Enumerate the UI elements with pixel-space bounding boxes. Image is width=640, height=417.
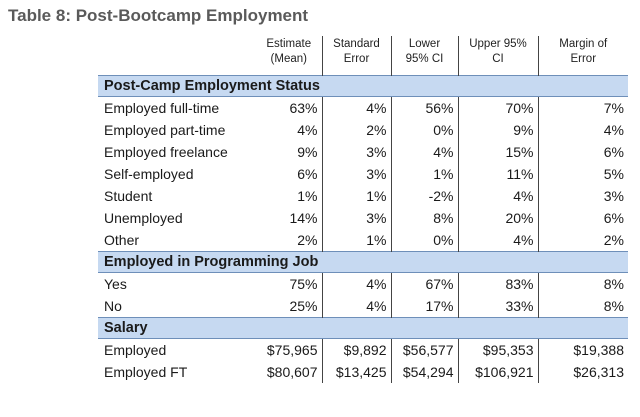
row-label: No xyxy=(104,298,122,314)
section-header-row xyxy=(98,76,628,97)
table-cell: 6% xyxy=(538,207,628,229)
table-cell: 5% xyxy=(538,163,628,185)
column-header-line2: CI xyxy=(492,53,504,65)
table-cell: 9% xyxy=(297,144,318,160)
column-header xyxy=(322,36,391,76)
table-row xyxy=(98,185,628,207)
table-cell: 7% xyxy=(538,97,628,120)
column-header-line2: (Mean) xyxy=(270,53,307,65)
row-label: Employed part-time xyxy=(104,122,226,138)
row-label: Student xyxy=(104,188,153,204)
table-cell: 8% xyxy=(538,295,628,318)
column-header xyxy=(256,36,322,76)
table-cell: 25% xyxy=(289,298,318,314)
table-cell: 4% xyxy=(322,97,391,120)
table-cell: 2% xyxy=(322,119,391,141)
table-cell: 3% xyxy=(322,163,391,185)
table-cell: 2% xyxy=(297,232,318,248)
column-header-line2: Error xyxy=(570,53,597,65)
table-cell: 33% xyxy=(458,295,538,318)
table-cell: 1% xyxy=(322,229,391,252)
row-label: Self-employed xyxy=(104,166,194,182)
row-label: Yes xyxy=(104,276,127,292)
column-header-line1: Upper 95% xyxy=(469,38,527,50)
row-label: Employed freelance xyxy=(104,144,228,160)
table-cell: 6% xyxy=(297,166,318,182)
table-body xyxy=(98,76,628,384)
table-cell: 75% xyxy=(289,276,318,292)
section-header-row xyxy=(98,318,628,339)
table-cell: 3% xyxy=(322,141,391,163)
header-row xyxy=(98,36,628,76)
table-row xyxy=(98,97,628,120)
section-heading: Post-Camp Employment Status xyxy=(98,76,628,97)
table-row xyxy=(98,295,628,318)
table-row xyxy=(98,119,628,141)
table-cell: $13,425 xyxy=(322,361,391,383)
row-label: Other xyxy=(104,232,140,248)
table-cell: $56,577 xyxy=(391,339,458,362)
table-row xyxy=(98,339,628,362)
table-cell: -2% xyxy=(391,185,458,207)
table-cell: 4% xyxy=(458,185,538,207)
table-cell: 63% xyxy=(289,100,318,116)
table-cell: 83% xyxy=(458,273,538,296)
table-cell: $75,965 xyxy=(266,342,318,358)
table-cell: 8% xyxy=(538,273,628,296)
table-cell: 3% xyxy=(322,207,391,229)
section-header-row xyxy=(98,252,628,273)
table-cell: 11% xyxy=(458,163,538,185)
column-header-line2: 95% CI xyxy=(405,53,444,65)
column-header-line2: Error xyxy=(343,53,370,65)
table-cell: 14% xyxy=(289,210,318,226)
column-header-line1: Margin of xyxy=(559,38,608,50)
column-header-line1: Lower xyxy=(408,38,441,50)
table-cell: 6% xyxy=(538,141,628,163)
table-cell: 56% xyxy=(391,97,458,120)
table-cell: $106,921 xyxy=(458,361,538,383)
table-cell: 4% xyxy=(538,119,628,141)
table-cell: 0% xyxy=(391,119,458,141)
table-row xyxy=(98,273,628,296)
table-cell: 67% xyxy=(391,273,458,296)
table-cell: 20% xyxy=(458,207,538,229)
table-cell: 9% xyxy=(458,119,538,141)
header-blank xyxy=(98,36,256,76)
table-row xyxy=(98,207,628,229)
table-cell: 8% xyxy=(391,207,458,229)
table-cell: 0% xyxy=(391,229,458,252)
table-row xyxy=(98,163,628,185)
table-cell: $19,388 xyxy=(538,339,628,362)
table-cell: $9,892 xyxy=(322,339,391,362)
row-label: Employed full-time xyxy=(104,100,220,116)
table-title: Table 8: Post-Bootcamp Employment xyxy=(8,6,309,25)
table-cell: $80,607 xyxy=(266,364,318,380)
table-row xyxy=(98,361,628,383)
row-label: Employed FT xyxy=(104,364,188,380)
column-header xyxy=(458,36,538,76)
table-cell: 1% xyxy=(322,185,391,207)
table-cell: $95,353 xyxy=(458,339,538,362)
column-header-line1: Estimate xyxy=(266,38,312,50)
table-row xyxy=(98,141,628,163)
row-label: Unemployed xyxy=(104,210,183,226)
table-cell: 1% xyxy=(297,188,318,204)
employment-table xyxy=(98,36,628,383)
table-cell: 2% xyxy=(538,229,628,252)
section-heading: Salary xyxy=(98,318,628,339)
section-heading: Employed in Programming Job xyxy=(98,252,628,273)
table-cell: 4% xyxy=(297,122,318,138)
table-cell: 3% xyxy=(538,185,628,207)
table-cell: 4% xyxy=(391,141,458,163)
table-cell: 70% xyxy=(458,97,538,120)
row-label: Employed xyxy=(104,342,167,358)
column-header xyxy=(391,36,458,76)
table-cell: 4% xyxy=(458,229,538,252)
table-cell: 4% xyxy=(322,273,391,296)
table-row xyxy=(98,229,628,252)
table-cell: 1% xyxy=(391,163,458,185)
table-cell: 17% xyxy=(391,295,458,318)
table-cell: 15% xyxy=(458,141,538,163)
column-header xyxy=(538,36,628,76)
table-cell: $26,313 xyxy=(538,361,628,383)
column-header-line1: Standard xyxy=(333,38,380,50)
table-cell: 4% xyxy=(322,295,391,318)
table-cell: $54,294 xyxy=(391,361,458,383)
